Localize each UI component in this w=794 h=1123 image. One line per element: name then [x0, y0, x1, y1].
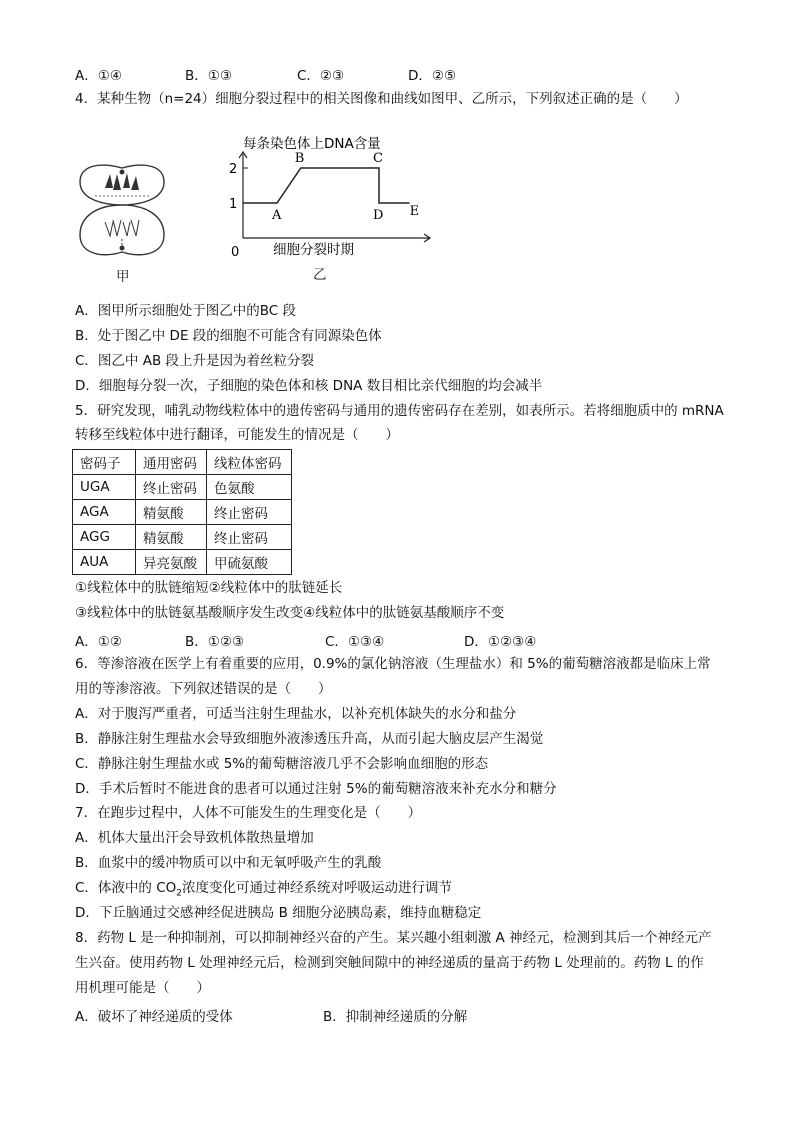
- q5-stem-line1: 5．研究发现，哺乳动物线粒体中的遗传密码与通用的遗传密码存在差别，如表所示。若将细胞质中的 mRNA: [75, 403, 724, 419]
- table-row: [73, 525, 292, 550]
- q4-option-a: A．图甲所示细胞处于图乙中的BC 段: [75, 303, 296, 319]
- q6-option-d: D．手术后暂时不能进食的患者可以通过注射 5%的葡萄糖溶液来补充水分和糖分: [75, 781, 557, 797]
- q7-stem: 7．在跑步过程中，人体不可能发生的生理变化是（ ）: [75, 805, 422, 821]
- y-tick-label: 1: [229, 197, 238, 212]
- q5-option-c: C．①③④: [325, 634, 385, 650]
- q7-option-a: A．机体大量出汗会导致机体散热量增加: [75, 830, 314, 846]
- table-row: [73, 500, 292, 525]
- point-label-d: D: [373, 208, 384, 223]
- table-header: 密码子: [73, 450, 136, 475]
- figure-yi-label: 乙: [313, 267, 327, 283]
- table-cell: 甲硫氨酸: [207, 550, 292, 575]
- table-cell: 精氨酸: [136, 525, 207, 550]
- q3-option-d: D．②⑤: [408, 68, 457, 84]
- table-cell: 终止密码: [207, 500, 292, 525]
- y-tick-label: 2: [229, 162, 238, 177]
- q7-option-c-post: 浓度变化可通过神经系统对呼吸运动进行调节: [182, 880, 453, 896]
- table-cell: UGA: [73, 475, 136, 500]
- figure-yi-chart: [215, 130, 445, 290]
- q4-option-c: C．图乙中 AB 段上升是因为着丝粒分裂: [75, 353, 315, 369]
- table-cell: 终止密码: [136, 475, 207, 500]
- q7-option-c-pre: C．体液中的 CO: [75, 880, 177, 896]
- q5-statements-line1: ①线粒体中的肽链缩短②线粒体中的肽链延长: [75, 580, 343, 596]
- point-label-b: B: [294, 151, 305, 166]
- q7-option-d: D．下丘脑通过交感神经促进胰岛 B 细胞分泌胰岛素，维持血糖稳定: [75, 905, 482, 921]
- point-label-a: A: [272, 208, 282, 223]
- q8-option-b: B．抑制神经递质的分解: [323, 1009, 468, 1025]
- chart-title: 每条染色体上DNA含量: [243, 136, 381, 152]
- q5-option-a: A．①②: [75, 634, 122, 650]
- table-cell: 异亮氨酸: [136, 550, 207, 575]
- origin-label: 0: [231, 245, 240, 260]
- q3-option-a: A．①④: [75, 68, 122, 84]
- q6-option-c: C．静脉注射生理盐水或 5%的葡萄糖溶液几乎不会影响血细胞的形态: [75, 756, 489, 772]
- q7-option-c-sub: 2: [176, 888, 183, 899]
- table-cell: 精氨酸: [136, 500, 207, 525]
- q8-stem-line3: 用机理可能是（ ）: [75, 980, 210, 996]
- q6-stem-line1: 6．等渗溶液在医学上有着重要的应用，0.9%的氯化钠溶液（生理盐水）和 5%的葡萄糖溶液都是临床上常: [75, 656, 711, 672]
- table-cell: AGG: [73, 525, 136, 550]
- q5-stem-line2: 转移至线粒体中进行翻译，可能发生的情况是（ ）: [75, 427, 399, 443]
- point-label-e: E: [409, 204, 420, 219]
- table-header-row: [73, 450, 292, 475]
- point-label-c: C: [373, 151, 383, 166]
- table-row: [73, 550, 292, 575]
- q3-option-b: B．①③: [185, 68, 232, 84]
- dna-content-line: [243, 168, 410, 203]
- q8-option-a: A．破坏了神经递质的受体: [75, 1009, 233, 1025]
- table-cell: AUA: [73, 550, 136, 575]
- table-cell: 终止密码: [207, 525, 292, 550]
- table-row: [73, 475, 292, 500]
- q3-option-c: C．②③: [297, 68, 345, 84]
- q7-option-b: B．血浆中的缓冲物质可以中和无氧呼吸产生的乳酸: [75, 855, 382, 871]
- table-cell: 色氨酸: [207, 475, 292, 500]
- q8-stem-line2: 生兴奋。使用药物 L 处理神经元后，检测到突触间隙中的神经递质的量高于药物 L 处理前的。药物 L 的作: [75, 955, 704, 971]
- q6-option-a: A．对于腹泻严重者，可适当注射生理盐水，以补充机体缺失的水分和盐分: [75, 706, 517, 722]
- figure-jia-cell: [75, 160, 170, 285]
- q4-option-b: B．处于图乙中 DE 段的细胞不可能含有同源染色体: [75, 328, 382, 344]
- q4-option-d: D．细胞每分裂一次，子细胞的染色体和核 DNA 数目相比亲代细胞的均会减半: [75, 378, 543, 394]
- q5-statements-line2: ③线粒体中的肽链氨基酸顺序发生改变④线粒体中的肽链氨基酸顺序不变: [75, 605, 505, 621]
- q7-option-c: [75, 879, 452, 903]
- codon-table: [72, 449, 292, 575]
- q5-option-d: D．①②③④: [464, 634, 537, 650]
- figure-jia-label: 甲: [116, 269, 130, 285]
- q4-stem: 4．某种生物（n=24）细胞分裂过程中的相关图像和曲线如图甲、乙所示，下列叙述正确的是（ ）: [75, 91, 688, 107]
- table-cell: AGA: [73, 500, 136, 525]
- q5-option-b: B．①②③: [185, 634, 245, 650]
- q6-stem-line2: 用的等渗溶液。下列叙述错误的是（ ）: [75, 681, 332, 697]
- table-header: 线粒体密码: [207, 450, 292, 475]
- table-header: 通用密码: [136, 450, 207, 475]
- q6-option-b: B．静脉注射生理盐水会导致细胞外液渗透压升高，从而引起大脑皮层产生渴觉: [75, 731, 544, 747]
- x-axis-label: 细胞分裂时期: [273, 242, 354, 258]
- q8-stem-line1: 8．药物 L 是一种抑制剂，可以抑制神经兴奋的产生。某兴趣小组刺激 A 神经元，检测到其后一个神经元产: [75, 930, 712, 946]
